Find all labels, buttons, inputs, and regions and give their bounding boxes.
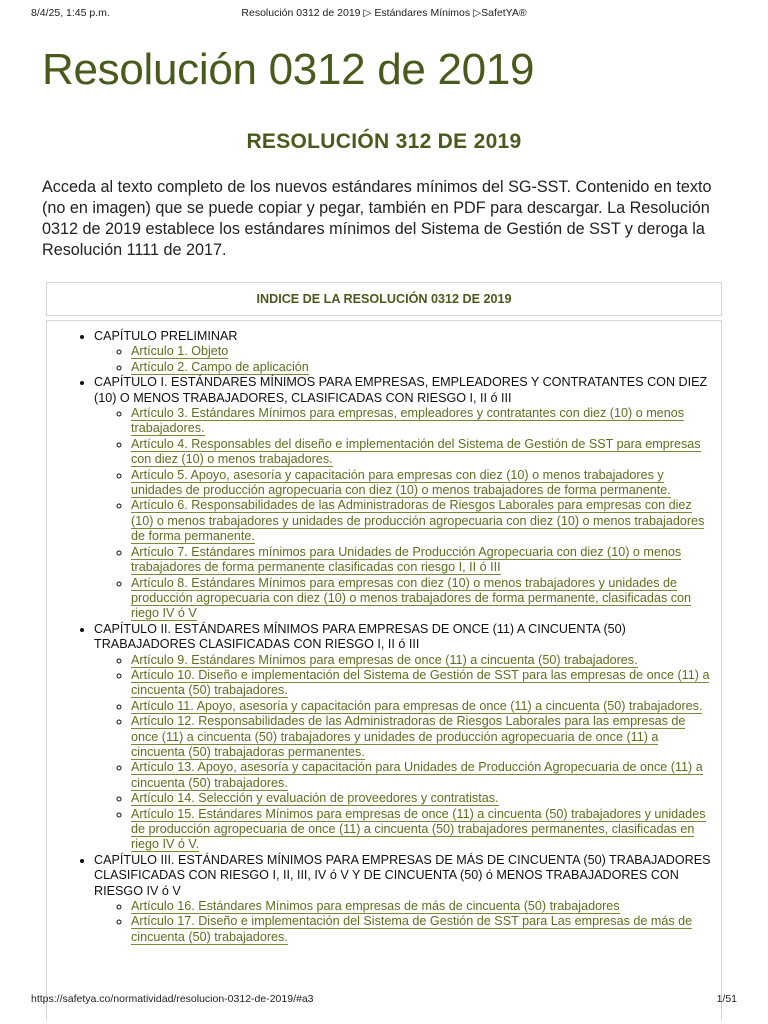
index-body (46, 320, 722, 1020)
article-item (131, 791, 713, 806)
article-link[interactable]: Artículo 6. Responsabilidades de las Administradoras de Riesgos Laborales para empresas con diez (10) o menos trabajadores y unidades de producción agropecuaria con diez (10) o menos trabajadores de forma permanente. (131, 498, 705, 544)
article-link[interactable]: Artículo 1. Objeto (131, 344, 229, 359)
article-item (131, 653, 713, 668)
article-item (131, 468, 713, 499)
chapter-label: CAPÍTULO III. ESTÁNDARES MÍNIMOS PARA EMPRESAS DE MÁS DE CINCUENTA (50) TRABAJADORES CLASIFICADAS CON RIESGO I, II, III, IV ó V Y DE CINCUENTA (50) ó MENOS TRABAJADORES CON RIESGO IV ó V (94, 852, 711, 898)
sub-heading: RESOLUCIÓN 312 DE 2019 (246, 130, 522, 153)
chapter-label: CAPÍTULO II. ESTÁNDARES MÍNIMOS PARA EMPRESAS DE ONCE (11) A CINCUENTA (50) TRABAJADORES CLASIFICADAS CON RIESGO I, II ó III (94, 621, 626, 652)
article-link[interactable]: Artículo 15. Estándares Mínimos para empresas de once (11) a cincuenta (50) trabajadores y unidades de producción agropecuaria de once (11) a cincuenta (50) trabajadores permanentes, clasificadas en riego IV ó V. (131, 806, 706, 852)
chapter-item (94, 622, 713, 853)
article-link[interactable]: Artículo 12. Responsabilidades de las Administradoras de Riesgos Laborales para las empresas de once (11) a cincuenta (50) trabajadores y unidades de producción agropecuaria de once (11) a cincuenta (50) trabajadoras permanentes. (131, 714, 686, 759)
article-list (94, 653, 713, 853)
print-url: https://safetya.co/normatividad/resolucion-0312-de-2019/#a3 (31, 993, 314, 1005)
article-link[interactable]: Artículo 9. Estándares Mínimos para empresas de once (11) a cincuenta (50) trabajadores. (131, 652, 638, 667)
article-link[interactable]: Artículo 8. Estándares Mínimos para empresas con diez (10) o menos trabajadores y unidades de producción agropecuaria con diez (10) o menos trabajadores de forma permanente, clasificadas con riego IV ó V (131, 575, 692, 621)
article-link[interactable]: Artículo 16. Estándares Mínimos para empresas de más de cincuenta (50) trabajadores (131, 899, 620, 914)
article-list (94, 899, 713, 945)
print-header (31, 7, 737, 21)
article-item (131, 437, 713, 468)
print-page-number: 1/51 (716, 993, 737, 1005)
article-item (131, 344, 713, 359)
article-item (131, 914, 713, 945)
article-item (131, 699, 713, 714)
article-link[interactable]: Artículo 4. Responsables del diseño e implementación del Sistema de Gestión de SST para empresas con diez (10) o menos trabajadores. (131, 436, 701, 467)
article-item (131, 714, 713, 760)
chapter-item (94, 853, 713, 945)
article-item (131, 545, 713, 576)
chapter-label: CAPÍTULO PRELIMINAR (94, 329, 238, 343)
chapter-item (94, 329, 713, 375)
article-link[interactable]: Artículo 14. Selección y evaluación de proveedores y contratistas. (131, 791, 499, 806)
print-footer (31, 993, 737, 1007)
article-list (94, 344, 713, 375)
article-link[interactable]: Artículo 2. Campo de aplicación (131, 359, 309, 374)
article-item (131, 498, 713, 544)
intro-paragraph: Acceda al texto completo de los nuevos estándares mínimos del SG-SST. Contenido en texto (no en imagen) que se puede copiar y pegar, también en PDF para descargar. La Resolución 0312 de 2019 establece los estándares mínimos del Sistema de Gestión de SST y deroga la Resolución 1111 de 2017. (42, 178, 712, 259)
article-link[interactable]: Artículo 17. Diseño e implementación del Sistema de Gestión de SST para Las empresas de más de cincuenta (50) trabajadores. (131, 914, 693, 944)
article-link[interactable]: Artículo 7. Estándares mínimos para Unidades de Producción Agropecuaria con diez (10) o menos trabajadores de forma permanente clasificadas con riesgo I, II ó III (131, 544, 682, 575)
article-link[interactable]: Artículo 10. Diseño e implementación del Sistema de Gestión de SST para las empresas de once (11) a cincuenta (50) trabajadores. (131, 667, 710, 698)
article-item (131, 406, 713, 437)
article-item (131, 360, 713, 375)
print-page-title: Resolución 0312 de 2019 ▷ Estándares Mínimos ▷SafetYA® (241, 7, 527, 19)
article-list (94, 406, 713, 622)
article-link[interactable]: Artículo 3. Estándares Mínimos para empresas, empleadores y contratantes con diez (10) o menos trabajadores. (131, 406, 684, 436)
chapter-label: CAPÍTULO I. ESTÁNDARES MÍNIMOS PARA EMPRESAS, EMPLEADORES Y CONTRATANTES CON DIEZ (10) O MENOS TRABAJADORES, CLASIFICADAS CON RIESGO I, II ó III (94, 375, 708, 405)
page-title: Resolución 0312 de 2019 (42, 45, 535, 94)
print-date: 8/4/25, 1:45 p.m. (31, 7, 110, 19)
chapter-item (94, 375, 713, 622)
article-item (131, 760, 713, 791)
index-header: INDICE DE LA RESOLUCIÓN 0312 DE 2019 (46, 282, 722, 316)
article-item (131, 668, 713, 699)
article-link[interactable]: Artículo 5. Apoyo, asesoría y capacitación para empresas con diez (10) o menos trabajadores y unidades de producción agropecuaria con diez (10) o menos trabajadores de forma permanente. (131, 467, 671, 498)
article-item (131, 576, 713, 622)
chapter-list (47, 329, 713, 945)
article-item (131, 899, 713, 914)
article-link[interactable]: Artículo 11. Apoyo, asesoría y capacitación para empresas de once (11) a cincuenta (50) trabajadores. (131, 698, 703, 713)
article-item (131, 807, 713, 853)
article-link[interactable]: Artículo 13. Apoyo, asesoría y capacitación para Unidades de Producción Agropecuaria de once (11) a cincuenta (50) trabajadores. (131, 760, 703, 790)
